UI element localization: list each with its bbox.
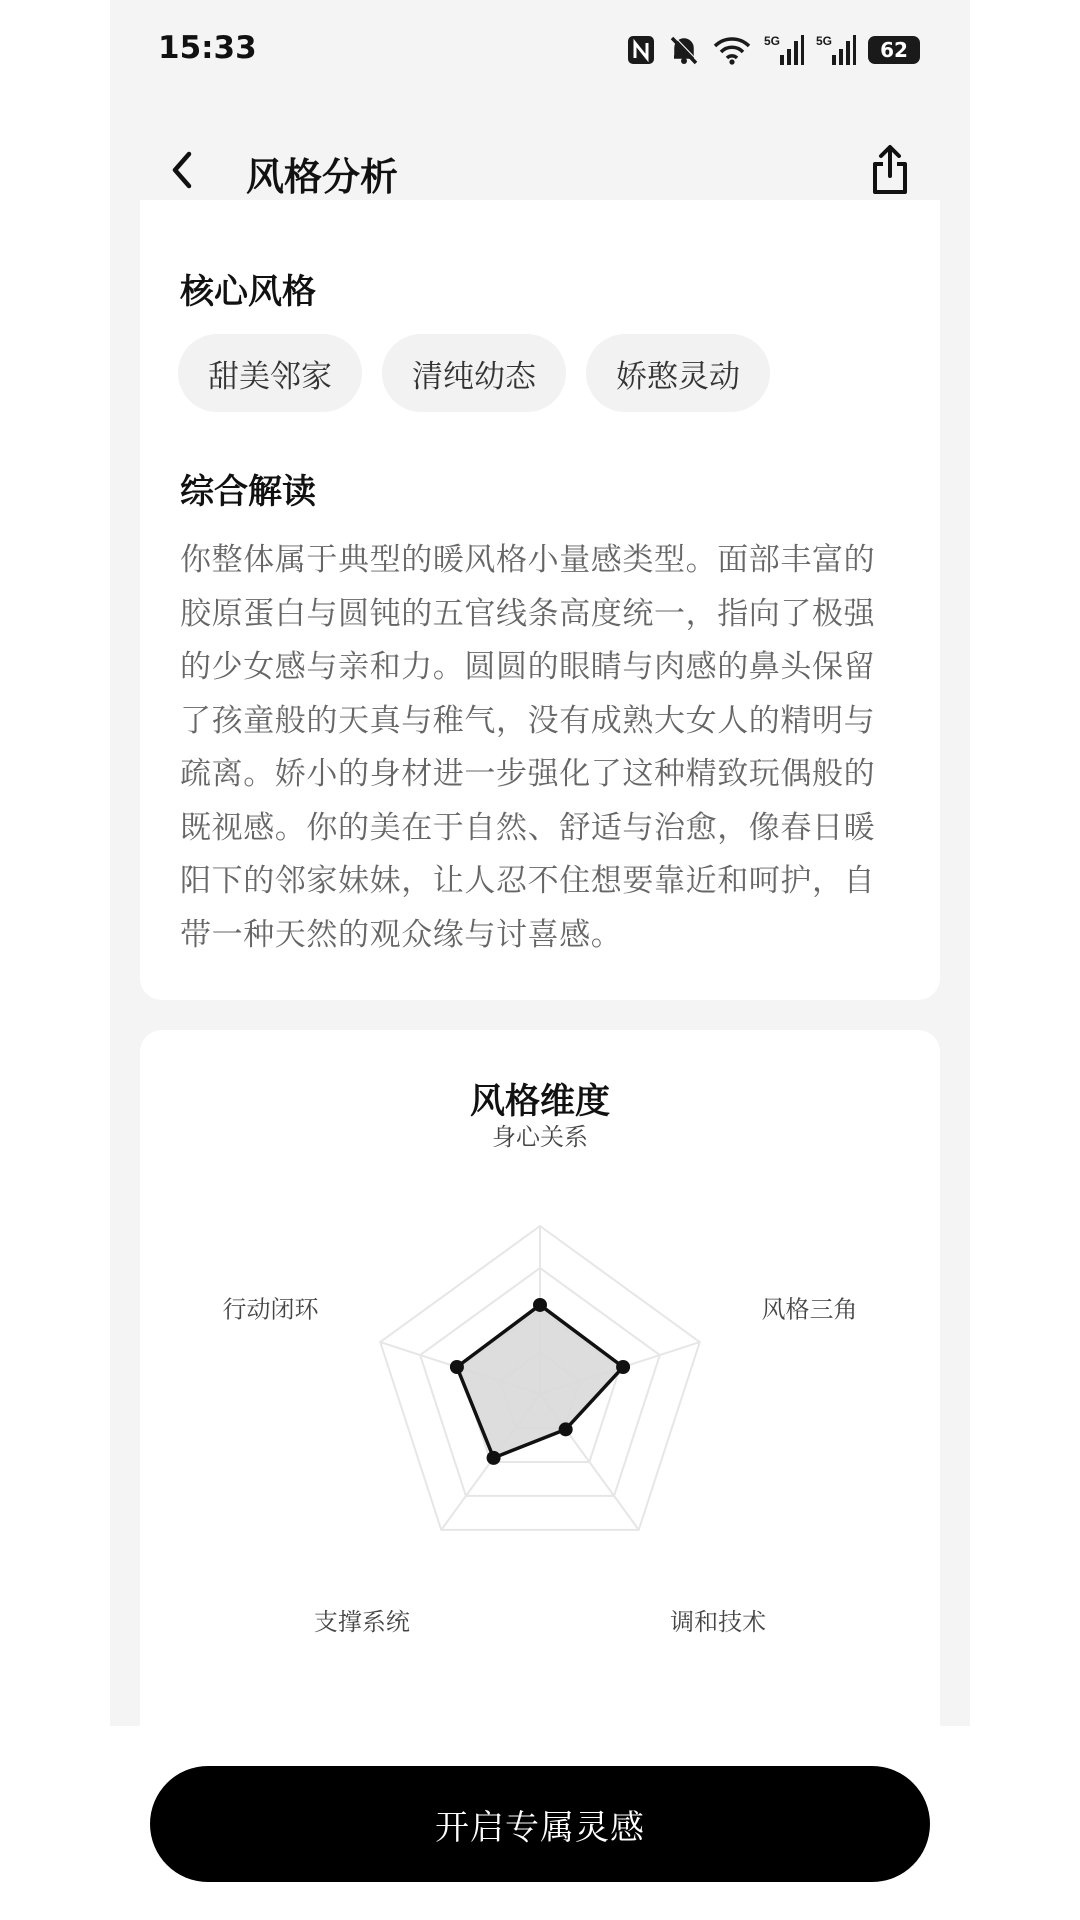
network-label-1: 5G [764,34,781,48]
radar-axis-label: 行动闭环 [222,1295,319,1324]
chart-title: 风格维度 [469,1082,610,1122]
style-tags [178,334,770,412]
network-label-2: 5G [816,34,833,48]
radar-axis-label: 身心关系 [492,1123,588,1151]
style-tag: 清纯幼态 [382,334,566,412]
radar-data-point [533,1298,547,1312]
style-summary-card [140,200,940,1000]
radar-data-point [487,1451,501,1465]
signal-5g-icon [764,33,804,67]
bottom-action-bar [110,1726,970,1920]
share-button[interactable] [860,138,920,202]
radar-data-point [559,1422,573,1436]
signal-5g-icon [816,33,856,67]
back-button[interactable] [152,140,212,200]
radar-axis-label: 风格三角 [761,1295,858,1324]
chevron-left-icon [167,150,197,190]
radar-axis-label: 调和技术 [670,1608,767,1637]
core-style-heading: 核心风格 [180,272,316,312]
radar-axis-label: 支撑系统 [313,1608,410,1637]
radar-data-point [616,1360,630,1374]
status-icons [626,30,920,70]
status-bar [110,0,970,100]
status-time: 15:33 [158,30,257,66]
battery-icon: 62 [868,36,920,64]
style-tag: 娇憨灵动 [586,334,770,412]
style-tag: 甜美邻家 [178,334,362,412]
app-screen [110,0,970,1920]
nfc-icon [626,34,656,66]
start-inspiration-button[interactable]: 开启专属灵感 [150,1766,930,1882]
share-icon [869,144,911,196]
page-title: 风格分析 [246,155,399,199]
interpretation-text: 你整体属于典型的暖风格小量感类型。面部丰富的胶原蛋白与圆钝的五官线条高度统一，指向了极强的少女感与亲和力。圆圆的眼睛与肉感的鼻头保留了孩童般的天真与稚气，没有成熟大女人的精明与疏离。娇小的身材进一步强化了这种精致玩偶般的既视感。你的美在于自然、舒适与治愈，像春日暖阳下的邻家妹妹，让人忍不住想要靠近和呵护，自带一种天然的观众缘与讨喜感。 [180,542,876,953]
mute-bell-icon [668,34,700,66]
radar-chart [140,1030,940,1750]
radar-data-point [450,1360,464,1374]
interpretation-heading: 综合解读 [180,472,316,512]
style-dimension-card [140,1030,940,1750]
wifi-icon [712,34,752,66]
